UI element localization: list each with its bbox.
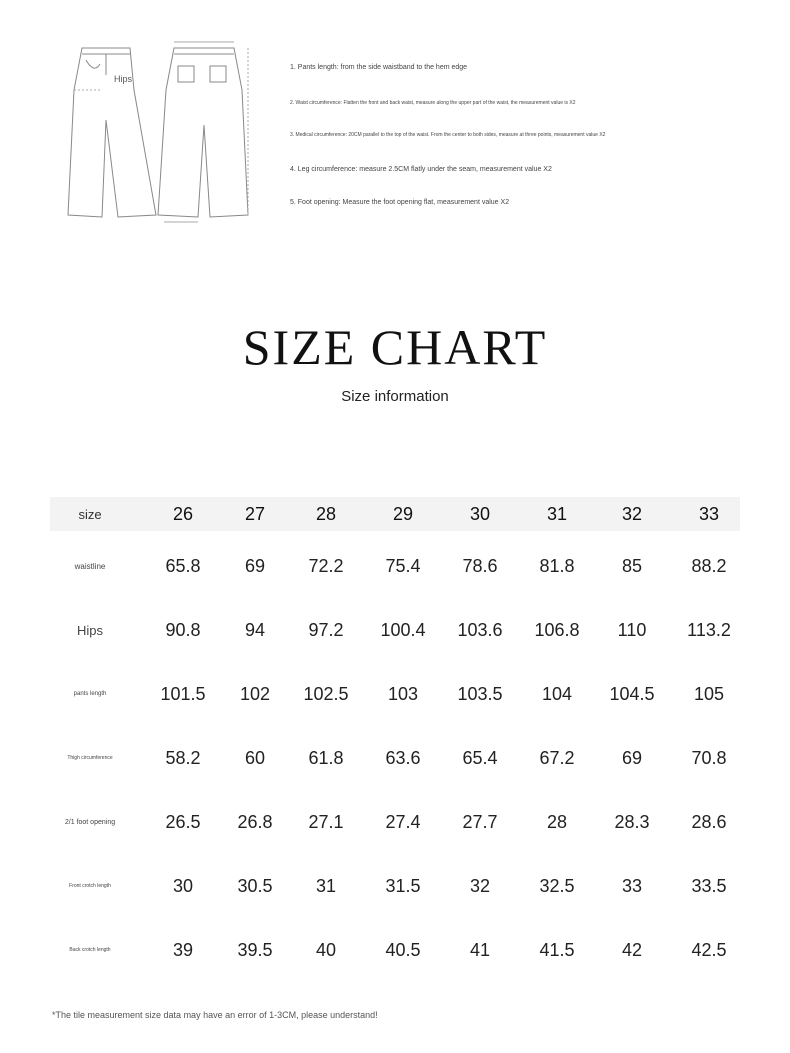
footnote: *The tile measurement size data may have an error of 1-3CM, please understand! <box>52 1010 378 1020</box>
table-cell: 110 <box>617 619 647 640</box>
note-2: 2. Waist circumference: Flatten the front and back waist, measure along the upper part of the waist, the measurement value is X2 <box>290 100 576 106</box>
table-cell: 105 <box>693 683 725 704</box>
table-cell: 28.6 <box>691 811 727 832</box>
note-3: 3. Medical circumference: 20CM parallel to the top of the waist. From the center to both sides, measure at three points, measurement value X2 <box>290 132 606 138</box>
table-cell: 31 <box>315 875 337 896</box>
table-cell: 85 <box>621 555 643 576</box>
table-cell: 41.5 <box>539 939 575 960</box>
table-cell: 26.5 <box>165 811 201 832</box>
hips-diagram-label: Hips <box>114 74 133 84</box>
table-cell: 63.6 <box>385 747 421 768</box>
row-label: pants length <box>73 691 107 697</box>
table-cell: 78.6 <box>462 555 498 576</box>
table-header-row <box>50 497 740 531</box>
table-cell: 27.4 <box>385 811 421 832</box>
table-cell: 42 <box>621 939 643 960</box>
table-cell: 32.5 <box>539 875 575 896</box>
header-size-28: 28 <box>315 503 337 524</box>
table-cell: 94 <box>244 619 266 640</box>
pants-illustration <box>60 30 270 230</box>
table-cell: 60 <box>244 747 266 768</box>
front-pants-outline <box>68 48 156 217</box>
row-label: Hips <box>76 622 103 638</box>
table-cell: 104 <box>541 683 573 704</box>
table-cell: 100.4 <box>380 619 426 640</box>
table-cell: 65.4 <box>462 747 498 768</box>
table-cell: 113.2 <box>687 619 731 640</box>
table-cell: 32 <box>469 875 491 896</box>
row-label: Thigh circumference <box>67 755 113 761</box>
table-cell: 30 <box>172 875 194 896</box>
table-cell: 103.5 <box>457 683 503 704</box>
note-1: 1. Pants length: from the side waistband to the hem edge <box>290 64 468 71</box>
row-label: 2/1 foot opening <box>64 818 116 826</box>
table-cell: 27.7 <box>462 811 498 832</box>
table-cell: 30.5 <box>237 875 273 896</box>
row-label: waistline <box>74 561 106 571</box>
table-cell: 102 <box>239 683 271 704</box>
page-subtitle: Size information <box>341 388 449 405</box>
table-row-thigh-circumference <box>50 738 740 778</box>
table-cell: 42.5 <box>691 939 727 960</box>
note-4: 4. Leg circumference: measure 2.5CM flatly under the seam, measurement value X2 <box>290 166 552 173</box>
table-row-foot-opening <box>50 802 740 842</box>
row-label: Back crotch length <box>69 947 111 953</box>
table-cell: 27.1 <box>308 811 344 832</box>
header-size-29: 29 <box>392 503 414 524</box>
table-cell: 39.5 <box>237 939 273 960</box>
table-row-hips <box>50 610 740 650</box>
table-cell: 90.8 <box>165 619 201 640</box>
table-cell: 40 <box>315 939 337 960</box>
table-cell: 39 <box>172 939 194 960</box>
table-cell: 33.5 <box>691 875 727 896</box>
table-cell: 28 <box>546 811 568 832</box>
table-cell: 70.8 <box>691 747 727 768</box>
table-cell: 61.8 <box>308 747 344 768</box>
back-pants-outline <box>158 48 248 217</box>
table-cell: 40.5 <box>385 939 421 960</box>
table-cell: 104.5 <box>609 683 655 704</box>
header-size-27: 27 <box>244 503 266 524</box>
table-cell: 65.8 <box>165 555 201 576</box>
table-row-waistline <box>50 546 740 586</box>
table-cell: 97.2 <box>308 619 344 640</box>
table-cell: 81.8 <box>539 555 575 576</box>
table-cell: 102.5 <box>303 683 349 704</box>
header-size-33: 33 <box>698 503 720 524</box>
table-cell: 69 <box>244 555 266 576</box>
table-cell: 69 <box>621 747 643 768</box>
header-size-30: 30 <box>469 503 491 524</box>
header-size-32: 32 <box>621 503 643 524</box>
table-cell: 58.2 <box>165 747 201 768</box>
pants-diagram-svg <box>60 30 270 230</box>
table-row-pants-length <box>50 674 740 714</box>
header-size-26: 26 <box>172 503 194 524</box>
table-cell: 103 <box>387 683 419 704</box>
note-5: 5. Foot opening: Measure the foot opening flat, measurement value X2 <box>290 199 510 206</box>
table-cell: 33 <box>621 875 643 896</box>
table-cell: 26.8 <box>237 811 273 832</box>
table-cell: 31.5 <box>385 875 421 896</box>
table-cell: 72.2 <box>308 555 344 576</box>
page-title: SIZE CHART <box>242 319 548 375</box>
row-label: Front crotch length <box>69 883 111 889</box>
table-row-front-crotch-length <box>50 866 740 906</box>
table-cell: 88.2 <box>691 555 727 576</box>
header-size-label: size <box>78 506 102 522</box>
table-cell: 41 <box>469 939 491 960</box>
table-cell: 28.3 <box>614 811 650 832</box>
table-row-back-crotch-length <box>50 930 740 970</box>
header-size-31: 31 <box>546 503 568 524</box>
table-cell: 106.8 <box>534 619 580 640</box>
table-cell: 103.6 <box>457 619 503 640</box>
table-cell: 67.2 <box>539 747 575 768</box>
table-cell: 101.5 <box>160 683 206 704</box>
table-cell: 75.4 <box>385 555 421 576</box>
